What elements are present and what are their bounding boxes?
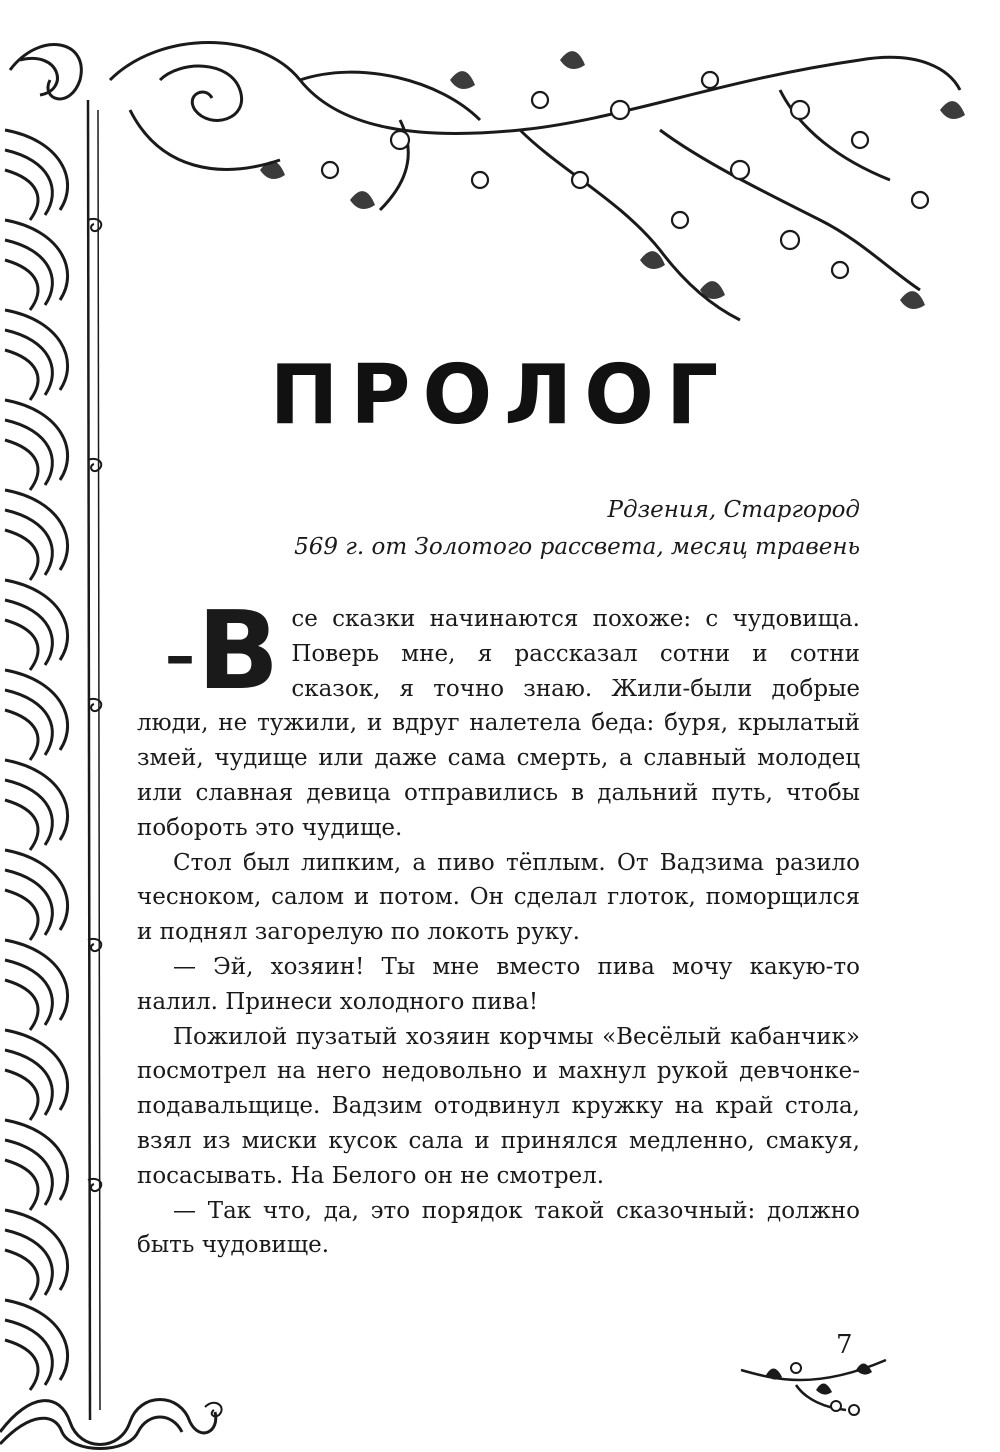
epigraph: [294, 492, 860, 566]
paragraph-4: Пожилой пузатый хозяин корчмы «Весёлый кабанчик» посмотрел на него недовольно и махнул рукой девчонке-подавальщице. Вадзим отодвинул кружку на край стола, взял из миски кусок сала и принялся медленно, смакуя, посасывать. На Белого он не смотрел.: [137, 1023, 860, 1189]
drop-cap-letter: В: [197, 589, 280, 714]
page-number: 7: [836, 1330, 853, 1360]
paragraph-3: — Эй, хозяин! Ты мне вместо пива мочу какую-то налил. Принеси холодного пива!: [137, 953, 860, 1015]
floral-branch-illustration: [100, 20, 980, 340]
paragraph-text: се сказки начинаются похоже: с чудовища. Поверь мне, я рассказал сотни и сотни сказок, я точно знаю. Жили-были добрые люди, не тужили, и вдруг налетела беда: буря, крылатый змей, чудище или даже сама смерть, а славный молодец или славная девица отправились в дальний путь, чтобы побороть это чудище.: [137, 606, 860, 841]
chapter-title: ПРОЛОГ: [269, 348, 731, 443]
drop-cap-dash: –: [165, 621, 195, 691]
sprig-ornament: [736, 1350, 896, 1420]
epigraph-place: Рдзения, Старгород: [607, 497, 860, 523]
knotwork-border-bottom: [0, 1382, 230, 1452]
paragraph-1: [137, 589, 860, 846]
drop-cap: [165, 589, 280, 714]
epigraph-date: 569 г. от Золотого рассвета, месяц травень: [294, 534, 860, 560]
paragraph-5: — Так что, да, это порядок такой сказочный: должно быть чудовище.: [137, 1197, 860, 1259]
paragraph-2: Стол был липким, а пиво тёплым. От Вадзима разило чесноком, салом и потом. Он сделал глоток, поморщился и поднял загорелую по локоть руку.: [137, 849, 860, 946]
chapter-body: [137, 589, 860, 1263]
